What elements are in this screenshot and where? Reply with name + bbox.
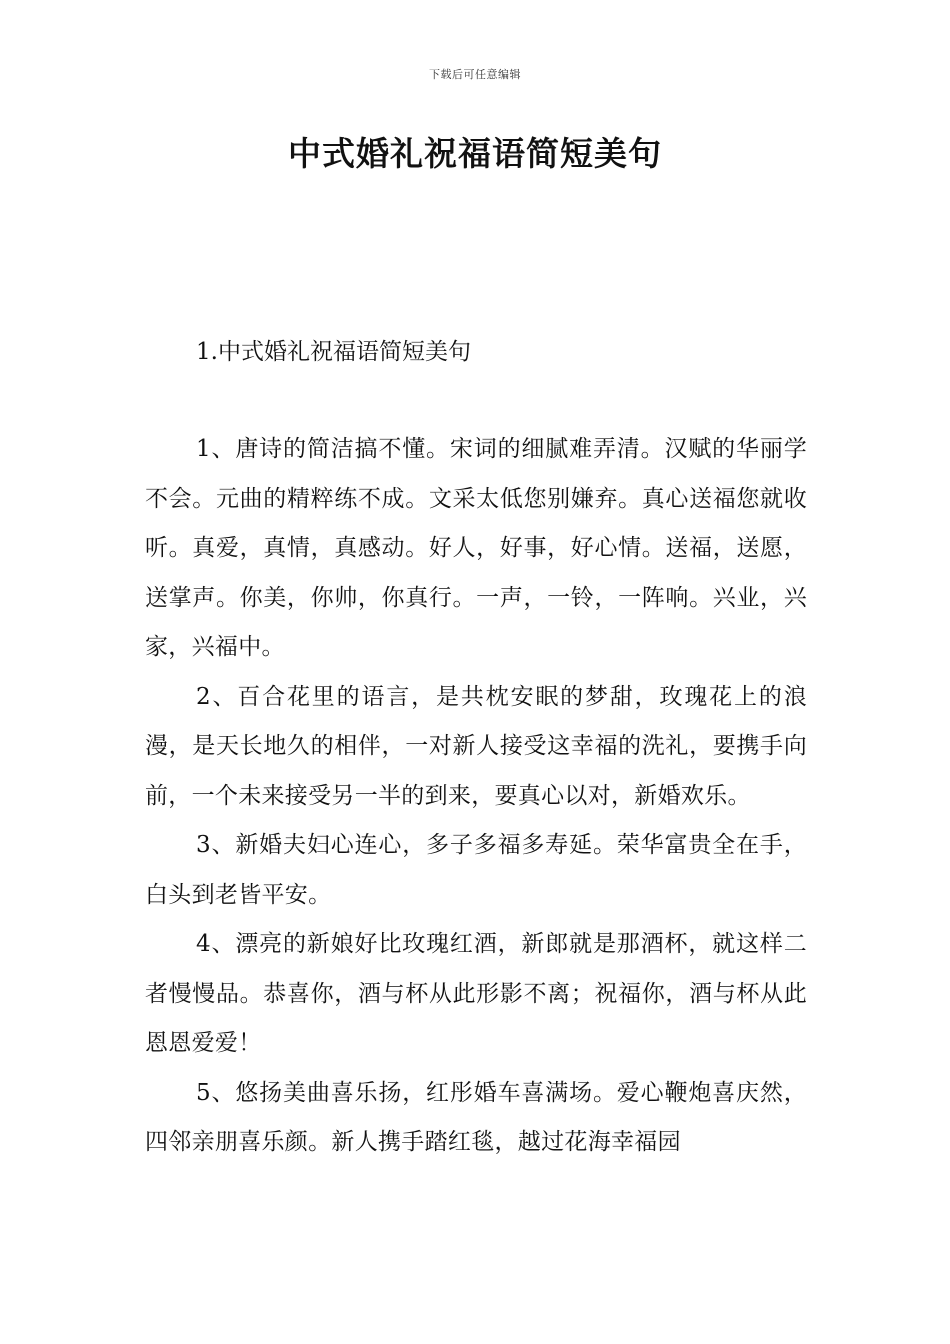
paragraph-3: 3、新婚夫妇心连心，多子多福多寿延。荣华富贵全在手，白头到老皆平安。: [145, 832, 807, 908]
paragraph-5: 5、悠扬美曲喜乐扬，红彤婚车喜满场。爱心鞭炮喜庆然，四邻亲朋喜乐颜。新人携手踏红毯，越过花海幸福园: [145, 1079, 807, 1155]
document-title: 中式婚礼祝福语简短美句: [288, 134, 662, 173]
paragraph-4: 4、漂亮的新娘好比玫瑰红酒，新郎就是那酒杯，就这样二者慢慢品。恭喜你，酒与杯从此形影不离；祝福你，酒与杯从此恩恩爱爱！: [145, 931, 807, 1056]
section-heading: 1.中式婚礼祝福语简短美句: [196, 339, 471, 365]
body-text: [145, 425, 807, 1168]
paragraph-2: 2、百合花里的语言，是共枕安眠的梦甜，玫瑰花上的浪漫，是天长地久的相伴，一对新人接受这幸福的洗礼，要携手向前，一个未来接受另一半的到来，要真心以对，新婚欢乐。: [145, 683, 807, 809]
paragraph-1: 1、唐诗的简洁搞不懂。宋词的细腻难弄清。汉赋的华丽学不会。元曲的精粹练不成。文采太低您别嫌弃。真心送福您就收听。真爱，真情，真感动。好人，好事，好心情。送福，送愿，送掌声。你美，你帅，你真行。一声，一铃，一阵响。兴业，兴家，兴福中。: [145, 436, 807, 660]
header-note: 下载后可任意编辑: [429, 68, 521, 81]
